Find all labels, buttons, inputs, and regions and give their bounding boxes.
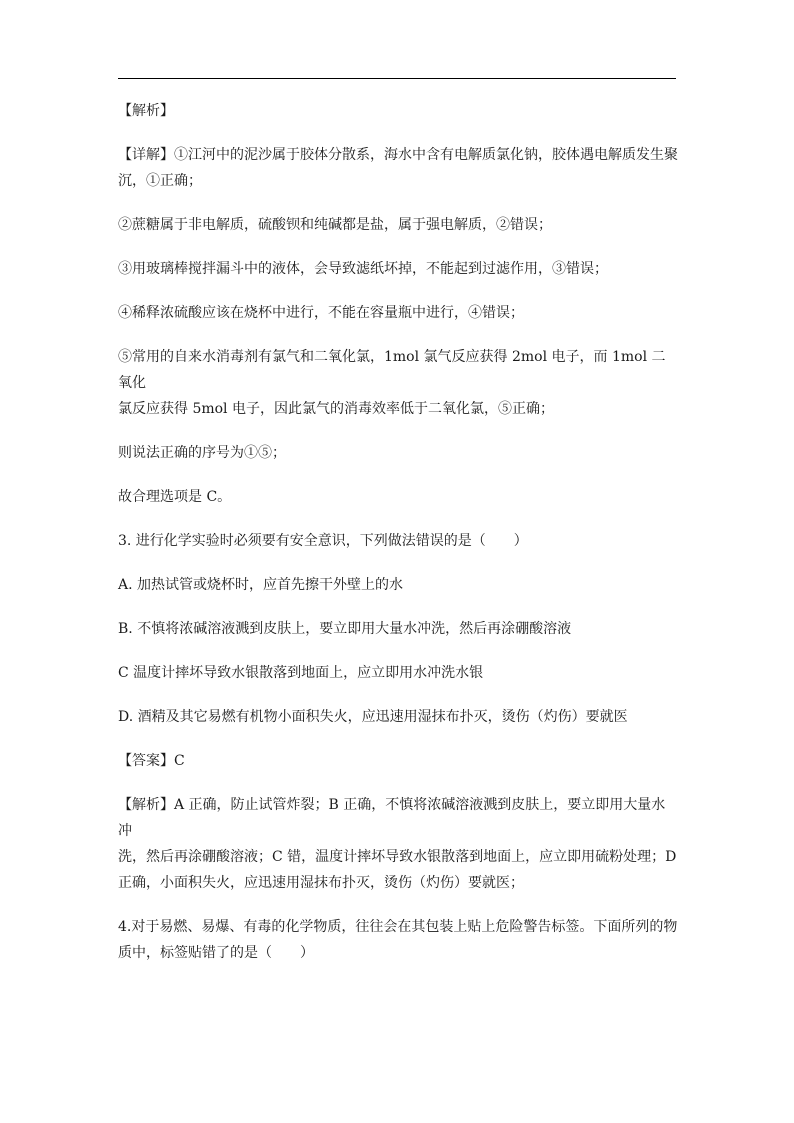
question-3-stem: 3. 进行化学实验时必须要有安全意识，下列做法错误的是（ ） <box>118 533 528 549</box>
question-3-option-b: B. 不慎将浓碱溶液溅到皮肤上，要立即用大量水冲洗，然后再涂硼酸溶液 <box>118 621 572 637</box>
detail-line-2: 沉，①正确； <box>118 173 202 189</box>
item-5-line-1: ⑤常用的自来水消毒剂有氯气和二氧化氯，1mol 氯气反应获得 2mol 电子，而 1mol 二氧化 <box>118 349 666 391</box>
analysis-line-2: 洗，然后再涂硼酸溶液；C 错，温度计摔坏导致水银散落到地面上，应立即用硫粉处理；D <box>118 849 677 865</box>
header-rule <box>118 78 676 79</box>
question-4-line-1: 4.对于易燃、易爆、有毒的化学物质，往往会在其包装上贴上危险警告标签。下面所列的物 <box>118 919 678 935</box>
analysis-line-3: 正确，小面积失火，应迅速用湿抹布扑灭，烫伤（灼伤）要就医； <box>118 875 524 891</box>
question-3-answer: 【答案】C <box>118 753 185 769</box>
conclusion: 则说法正确的序号为①⑤； <box>118 445 286 461</box>
item-5 <box>118 344 678 422</box>
item-5-line-2: 氯反应获得 5mol 电子，因此氯气的消毒效率低于二氧化氯，⑤正确； <box>118 401 554 417</box>
item-4: ④稀释浓硫酸应该在烧杯中进行，不能在容量瓶中进行，④错误； <box>118 305 524 321</box>
question-3-analysis <box>118 792 678 896</box>
section-label: 【解析】 <box>118 103 174 119</box>
question-4-line-2: 质中，标签贴错了的是（ ） <box>118 945 314 961</box>
document-body <box>118 98 678 984</box>
detail-paragraph <box>118 142 678 194</box>
item-3: ③用玻璃棒搅拌漏斗中的液体，会导致滤纸坏掉，不能起到过滤作用，③错误； <box>118 261 608 277</box>
question-4-stem <box>118 914 678 966</box>
final-choice: 故合理选项是 C。 <box>118 489 232 505</box>
analysis-line-1: 【解析】A 正确，防止试管炸裂；B 正确，不慎将浓碱溶液溅到皮肤上，要立即用大量水冲 <box>118 797 666 839</box>
question-3-option-c: C 温度计摔坏导致水银散落到地面上，应立即用水冲洗水银 <box>118 665 484 681</box>
detail-line-1: 【详解】①江河中的泥沙属于胶体分散系，海水中含有电解质氯化钠，胶体遇电解质发生聚 <box>118 147 678 163</box>
question-3-option-d: D. 酒精及其它易燃有机物小面积失火，应迅速用湿抹布扑灭，烫伤（灼伤）要就医 <box>118 709 628 725</box>
item-2: ②蔗糖属于非电解质，硫酸钡和纯碱都是盐，属于强电解质，②错误； <box>118 217 552 233</box>
question-3-option-a: A. 加热试管或烧杯时，应首先擦干外壁上的水 <box>118 577 404 593</box>
